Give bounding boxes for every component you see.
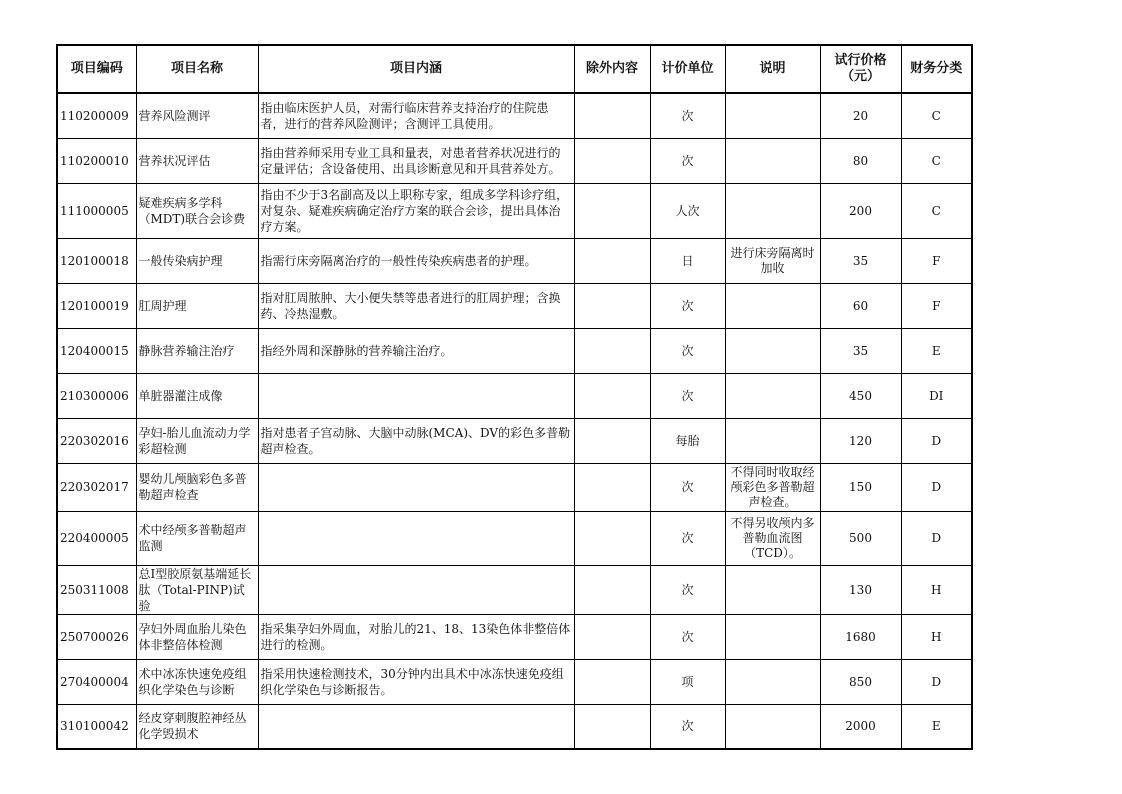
- table-row: [57, 93, 972, 138]
- cell-name-text: 经皮穿刺腹腔神经丛化学毁损术: [138, 711, 247, 742]
- cell-unit: [650, 138, 725, 183]
- cell-unit: [650, 93, 725, 138]
- cell-price-text: 80: [852, 153, 869, 168]
- cell-category: [901, 614, 972, 659]
- cell-category: [901, 328, 972, 373]
- cell-code: [57, 283, 136, 328]
- cell-name-text: 单脏器灌注成像: [138, 388, 223, 403]
- table-row: [57, 183, 972, 238]
- cell-name-text: 疑难疾病多学科（MDT)联合会诊费: [138, 195, 246, 226]
- cell-code: [57, 659, 136, 704]
- cell-category-text: D: [931, 531, 942, 545]
- cell-code-text: 220400005: [60, 531, 129, 545]
- cell-exclusion: [574, 565, 650, 614]
- cell-code: [57, 183, 136, 238]
- cell-category: [901, 373, 972, 418]
- cell-code-text: 220302016: [60, 433, 129, 448]
- cell-code: [57, 373, 136, 418]
- cell-category-text: C: [931, 203, 941, 218]
- cell-code: [57, 614, 136, 659]
- cell-price-text: 60: [852, 298, 869, 313]
- cell-price-text: 2000: [845, 719, 876, 734]
- cell-content-text: 指由营养师采用专业工具和量表，对患者营养状况进行的定量评估；含设备使用、出具诊断意见和开具营养处方。: [260, 145, 561, 176]
- cell-category: [901, 659, 972, 704]
- table-row: [57, 373, 972, 418]
- table-row: [57, 418, 972, 463]
- cell-content-text: 指由临床医护人员，对需行临床营养支持治疗的住院患者，进行的营养风险测评；含测评工具使用。: [260, 100, 549, 131]
- cell-price-text: 150: [849, 480, 872, 494]
- cell-unit: [650, 183, 725, 238]
- cell-code: [57, 93, 136, 138]
- cell-name: [136, 283, 258, 328]
- cell-note: [725, 138, 820, 183]
- cell-category-text: DI: [929, 388, 944, 403]
- cell-note: [725, 511, 820, 565]
- cell-price-text: 35: [852, 343, 869, 358]
- cell-name: [136, 93, 258, 138]
- cell-category-text: E: [931, 719, 941, 734]
- cell-price-text: 450: [849, 388, 872, 403]
- cell-name-text: 孕妇外周血胎儿染色体非整倍体检测: [138, 621, 247, 652]
- cell-content: [258, 93, 574, 138]
- cell-unit: [650, 704, 725, 749]
- cell-exclusion: [574, 238, 650, 283]
- cell-price: [820, 183, 901, 238]
- cell-content-text: 指经外周和深静脉的营养输注治疗。: [260, 343, 453, 358]
- cell-exclusion: [574, 659, 650, 704]
- cell-name: [136, 704, 258, 749]
- cell-exclusion: [574, 138, 650, 183]
- header-content: 项目内涵: [258, 45, 574, 93]
- cell-exclusion: [574, 704, 650, 749]
- cell-note: [725, 463, 820, 511]
- table-row: [57, 565, 972, 614]
- cell-unit-text: 次: [681, 582, 694, 597]
- cell-code: [57, 238, 136, 283]
- cell-note: [725, 328, 820, 373]
- cell-unit-text: 次: [681, 388, 694, 403]
- cell-category: [901, 238, 972, 283]
- cell-content: [258, 565, 574, 614]
- cell-name-text: 营养风险测评: [138, 108, 211, 123]
- cell-unit-text: 每胎: [675, 433, 700, 448]
- cell-exclusion: [574, 463, 650, 511]
- table-row: [57, 138, 972, 183]
- cell-note: [725, 704, 820, 749]
- cell-name-text: 一般传染病护理: [138, 253, 223, 268]
- table-row: [57, 328, 972, 373]
- cell-price-text: 1680: [845, 629, 876, 644]
- cell-name: [136, 565, 258, 614]
- cell-note: [725, 373, 820, 418]
- cell-note: [725, 614, 820, 659]
- cell-name: [136, 373, 258, 418]
- cell-name-text: 总I型胶原氨基端延长肽（Total-PINP)试验: [138, 566, 252, 613]
- cell-content-text: 指采集孕妇外周血，对胎儿的21、18、13染色体非整倍体进行的检测。: [260, 621, 571, 652]
- cell-code-text: 120100019: [60, 298, 129, 313]
- header-unit: 计价单位: [650, 45, 725, 93]
- cell-code-text: 120100018: [60, 253, 129, 268]
- cell-price-text: 120: [849, 433, 872, 448]
- cell-note-text: 进行床旁隔离时加收: [730, 245, 815, 275]
- cell-name-text: 孕妇-胎儿血流动力学彩超检测: [138, 425, 251, 456]
- header-category: 财务分类: [901, 45, 972, 93]
- cell-price-text: 850: [849, 674, 872, 689]
- cell-unit: [650, 373, 725, 418]
- cell-exclusion: [574, 614, 650, 659]
- cell-content-text: 指对患者子宫动脉、大脑中动脉(MCA)、DV的彩色多普勒超声检查。: [260, 425, 571, 456]
- cell-content: [258, 418, 574, 463]
- cell-unit-text: 次: [681, 298, 694, 313]
- cell-content: [258, 463, 574, 511]
- cell-price-text: 500: [849, 531, 872, 545]
- cell-content-text: 指需行床旁隔离治疗的一般性传染疾病患者的护理。: [260, 253, 537, 268]
- cell-content-text: 指对肛周脓肿、大小便失禁等患者进行的肛周护理；含换药、冷热湿敷。: [260, 290, 561, 321]
- cell-category: [901, 93, 972, 138]
- cell-unit: [650, 283, 725, 328]
- cell-content: [258, 659, 574, 704]
- cell-code-text: 250311008: [60, 582, 129, 597]
- header-price: 试行价格（元）: [820, 45, 901, 93]
- cell-exclusion: [574, 283, 650, 328]
- cell-content: [258, 614, 574, 659]
- cell-price: [820, 238, 901, 283]
- cell-price-text: 35: [852, 253, 869, 268]
- cell-name: [136, 238, 258, 283]
- cell-content: [258, 704, 574, 749]
- table-row: [57, 704, 972, 749]
- cell-code-text: 220302017: [60, 480, 129, 494]
- header-code: 项目编码: [57, 45, 136, 93]
- cell-content: [258, 283, 574, 328]
- cell-price: [820, 614, 901, 659]
- cell-category-text: H: [931, 629, 942, 644]
- cell-note: [725, 565, 820, 614]
- cell-exclusion: [574, 511, 650, 565]
- cell-unit: [650, 463, 725, 511]
- cell-unit: [650, 614, 725, 659]
- cell-code: [57, 565, 136, 614]
- cell-content: [258, 328, 574, 373]
- cell-code-text: 111000005: [60, 203, 129, 218]
- cell-category-text: H: [931, 582, 942, 597]
- header-note: 说明: [725, 45, 820, 93]
- cell-category: [901, 565, 972, 614]
- cell-unit-text: 次: [681, 153, 694, 168]
- table-row: [57, 614, 972, 659]
- cell-price-text: 130: [849, 582, 872, 597]
- cell-note: [725, 659, 820, 704]
- price-table: [56, 44, 973, 750]
- table-row: [57, 463, 972, 511]
- cell-note-text: 不得另收颅内多普勒血流图（TCD）。: [730, 515, 815, 560]
- cell-code-text: 110200010: [60, 153, 129, 168]
- cell-exclusion: [574, 418, 650, 463]
- table-row: [57, 283, 972, 328]
- cell-price: [820, 93, 901, 138]
- cell-exclusion: [574, 373, 650, 418]
- cell-price: [820, 283, 901, 328]
- cell-exclusion: [574, 93, 650, 138]
- cell-name: [136, 418, 258, 463]
- cell-unit-text: 次: [681, 108, 694, 123]
- cell-code-text: 250700026: [60, 629, 129, 644]
- cell-unit-text: 次: [681, 480, 694, 494]
- cell-price: [820, 463, 901, 511]
- cell-code-text: 210300006: [60, 388, 129, 403]
- cell-note: [725, 283, 820, 328]
- cell-unit-text: 次: [681, 531, 694, 545]
- cell-category: [901, 138, 972, 183]
- cell-code: [57, 138, 136, 183]
- cell-price: [820, 418, 901, 463]
- cell-name-text: 静脉营养输注治疗: [138, 343, 235, 358]
- cell-unit-text: 项: [681, 674, 694, 689]
- cell-code: [57, 463, 136, 511]
- cell-name: [136, 511, 258, 565]
- cell-code-text: 110200009: [60, 108, 129, 123]
- cell-name: [136, 138, 258, 183]
- table-row: [57, 511, 972, 565]
- cell-name-text: 术中经颅多普勒超声监测: [138, 523, 247, 553]
- cell-category-text: D: [931, 480, 942, 494]
- cell-price: [820, 659, 901, 704]
- cell-exclusion: [574, 328, 650, 373]
- cell-category: [901, 463, 972, 511]
- cell-category-text: E: [931, 343, 941, 358]
- cell-note: [725, 183, 820, 238]
- cell-price: [820, 138, 901, 183]
- cell-category-text: D: [931, 433, 942, 448]
- cell-content-text: 指由不少于3名副高及以上职称专家，组成多学科诊疗组，对复杂、疑难疾病确定治疗方案的联合会诊，提出具体治疗方案。: [260, 187, 569, 234]
- cell-code: [57, 418, 136, 463]
- cell-name: [136, 659, 258, 704]
- cell-code: [57, 328, 136, 373]
- cell-category: [901, 183, 972, 238]
- cell-unit: [650, 659, 725, 704]
- cell-category-text: C: [931, 153, 941, 168]
- cell-code-text: 120400015: [60, 343, 129, 358]
- cell-price: [820, 565, 901, 614]
- cell-content: [258, 138, 574, 183]
- cell-note: [725, 418, 820, 463]
- cell-name: [136, 328, 258, 373]
- cell-code-text: 310100042: [60, 719, 129, 734]
- header-name: 项目名称: [136, 45, 258, 93]
- table-row: [57, 659, 972, 704]
- cell-content-text: 指采用快速检测技术，30分钟内出具术中冰冻快速免疫组织化学染色与诊断报告。: [260, 666, 564, 697]
- cell-name: [136, 463, 258, 511]
- cell-code: [57, 511, 136, 565]
- cell-name: [136, 183, 258, 238]
- cell-unit-text: 人次: [675, 203, 700, 218]
- cell-unit-text: 日: [681, 253, 694, 268]
- cell-code-text: 270400004: [60, 674, 129, 689]
- header-row: [57, 45, 972, 93]
- cell-price-text: 20: [852, 108, 869, 123]
- cell-category-text: F: [932, 253, 941, 268]
- table-row: [57, 238, 972, 283]
- cell-note: [725, 93, 820, 138]
- cell-content: [258, 511, 574, 565]
- cell-unit: [650, 565, 725, 614]
- cell-unit: [650, 418, 725, 463]
- cell-unit: [650, 238, 725, 283]
- cell-content: [258, 183, 574, 238]
- cell-category-text: D: [931, 674, 942, 689]
- cell-price: [820, 373, 901, 418]
- cell-price: [820, 511, 901, 565]
- cell-name: [136, 614, 258, 659]
- cell-exclusion: [574, 183, 650, 238]
- cell-price: [820, 704, 901, 749]
- cell-price-text: 200: [849, 203, 872, 218]
- cell-name-text: 营养状况评估: [138, 153, 211, 168]
- cell-content: [258, 373, 574, 418]
- cell-name-text: 婴幼儿颅脑彩色多普勒超声检查: [138, 472, 247, 502]
- cell-unit-text: 次: [681, 343, 694, 358]
- cell-unit-text: 次: [681, 629, 694, 644]
- cell-name-text: 肛周护理: [138, 298, 187, 313]
- cell-unit: [650, 328, 725, 373]
- cell-category-text: F: [932, 298, 941, 313]
- cell-unit: [650, 511, 725, 565]
- cell-content: [258, 238, 574, 283]
- cell-unit-text: 次: [681, 719, 694, 734]
- header-exclusion: 除外内容: [574, 45, 650, 93]
- cell-category-text: C: [931, 108, 941, 123]
- cell-name-text: 术中冰冻快速免疫组织化学染色与诊断: [138, 666, 247, 697]
- cell-category: [901, 511, 972, 565]
- cell-category: [901, 283, 972, 328]
- cell-code: [57, 704, 136, 749]
- cell-category: [901, 418, 972, 463]
- cell-note: [725, 238, 820, 283]
- cell-price: [820, 328, 901, 373]
- cell-category: [901, 704, 972, 749]
- cell-note-text: 不得同时收取经颅彩色多普勒超声检查。: [730, 464, 815, 509]
